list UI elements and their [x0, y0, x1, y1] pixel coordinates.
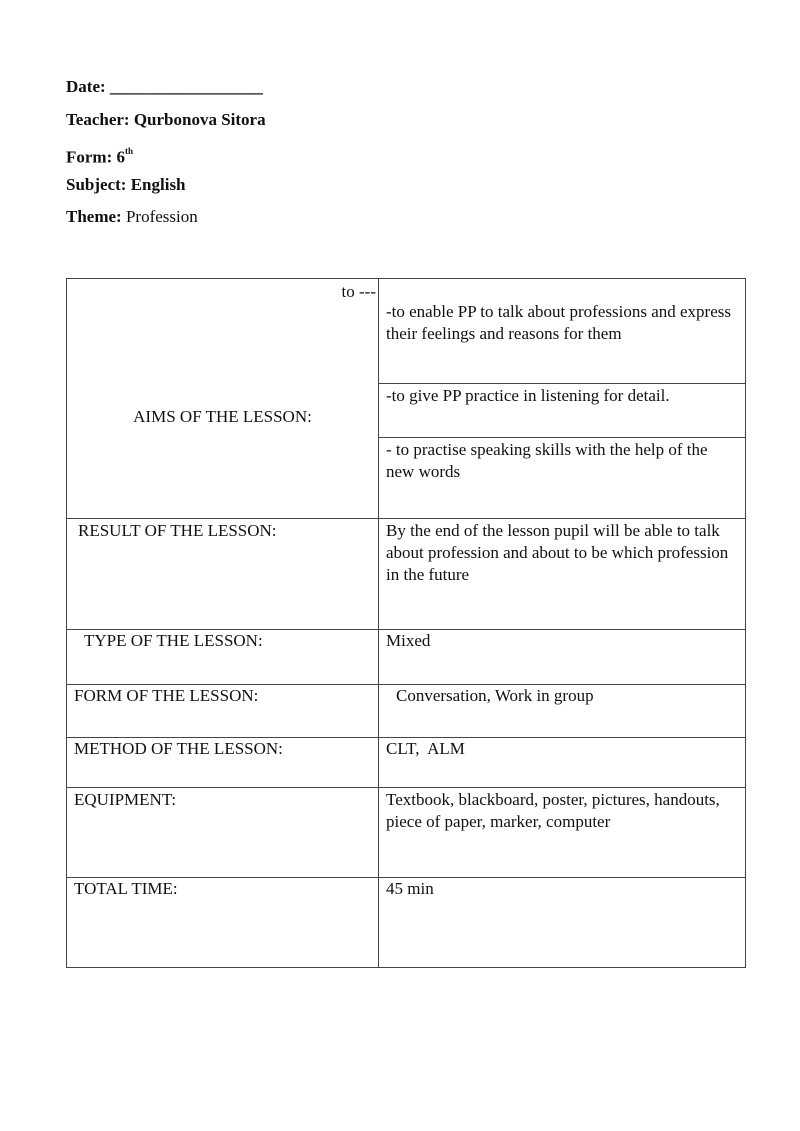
aims-item-1: -to enable PP to talk about professions and express their feelings and reasons for them	[386, 302, 731, 343]
total-time-label: TOTAL TIME:	[74, 879, 178, 898]
teacher-label: Teacher:	[66, 110, 130, 129]
type-value: Mixed	[386, 631, 431, 650]
row-divider-result	[66, 518, 746, 519]
aims-divider-2	[378, 437, 746, 438]
table-border-left	[66, 278, 67, 968]
theme-value: Profession	[125, 207, 198, 226]
teacher-name: Qurbonova Sitora	[133, 110, 266, 129]
date-blank: __________________	[109, 77, 263, 96]
aims-item-3: - to practise speaking skills with the help of the new words	[386, 440, 708, 481]
aims-label: AIMS OF THE LESSON:	[133, 407, 312, 426]
theme-label: Theme:	[66, 207, 122, 226]
table-border-bottom	[66, 967, 746, 968]
form-value: 6	[116, 147, 126, 167]
result-value: By the end of the lesson pupil will be able to talk about profession and about to be which profession in the future	[386, 521, 729, 584]
aims-item-2: -to give PP practice in listening for detail.	[386, 386, 670, 405]
total-time-value: 45 min	[386, 879, 434, 898]
subject-line	[66, 175, 186, 195]
aims-divider-1	[378, 383, 746, 384]
form-label: Form:	[66, 147, 113, 167]
date-label: Date:	[66, 77, 106, 96]
table-border-top	[66, 278, 746, 279]
table-border-right	[745, 278, 746, 968]
subject-value: English	[130, 175, 186, 194]
form-of-lesson-label: FORM OF THE LESSON:	[74, 686, 259, 705]
method-value: CLT, ALM	[386, 739, 465, 758]
date-line	[66, 77, 263, 97]
form-suffix: th	[125, 146, 134, 156]
method-label: METHOD OF THE LESSON:	[74, 739, 283, 758]
form-line	[66, 143, 133, 168]
teacher-line	[66, 110, 266, 130]
equipment-label: EQUIPMENT:	[74, 790, 177, 809]
row-divider-equipment	[66, 787, 746, 788]
form-of-lesson-value: Conversation, Work in group	[396, 686, 594, 705]
theme-line	[66, 207, 198, 227]
result-label: RESULT OF THE LESSON:	[78, 521, 277, 540]
aims-prefix: to ---	[341, 282, 376, 301]
table-column-divider	[378, 278, 379, 968]
equipment-value: Textbook, blackboard, poster, pictures, handouts, piece of paper, marker, computer	[386, 790, 720, 831]
subject-label: Subject:	[66, 175, 127, 194]
type-label: TYPE OF THE LESSON:	[84, 631, 263, 650]
